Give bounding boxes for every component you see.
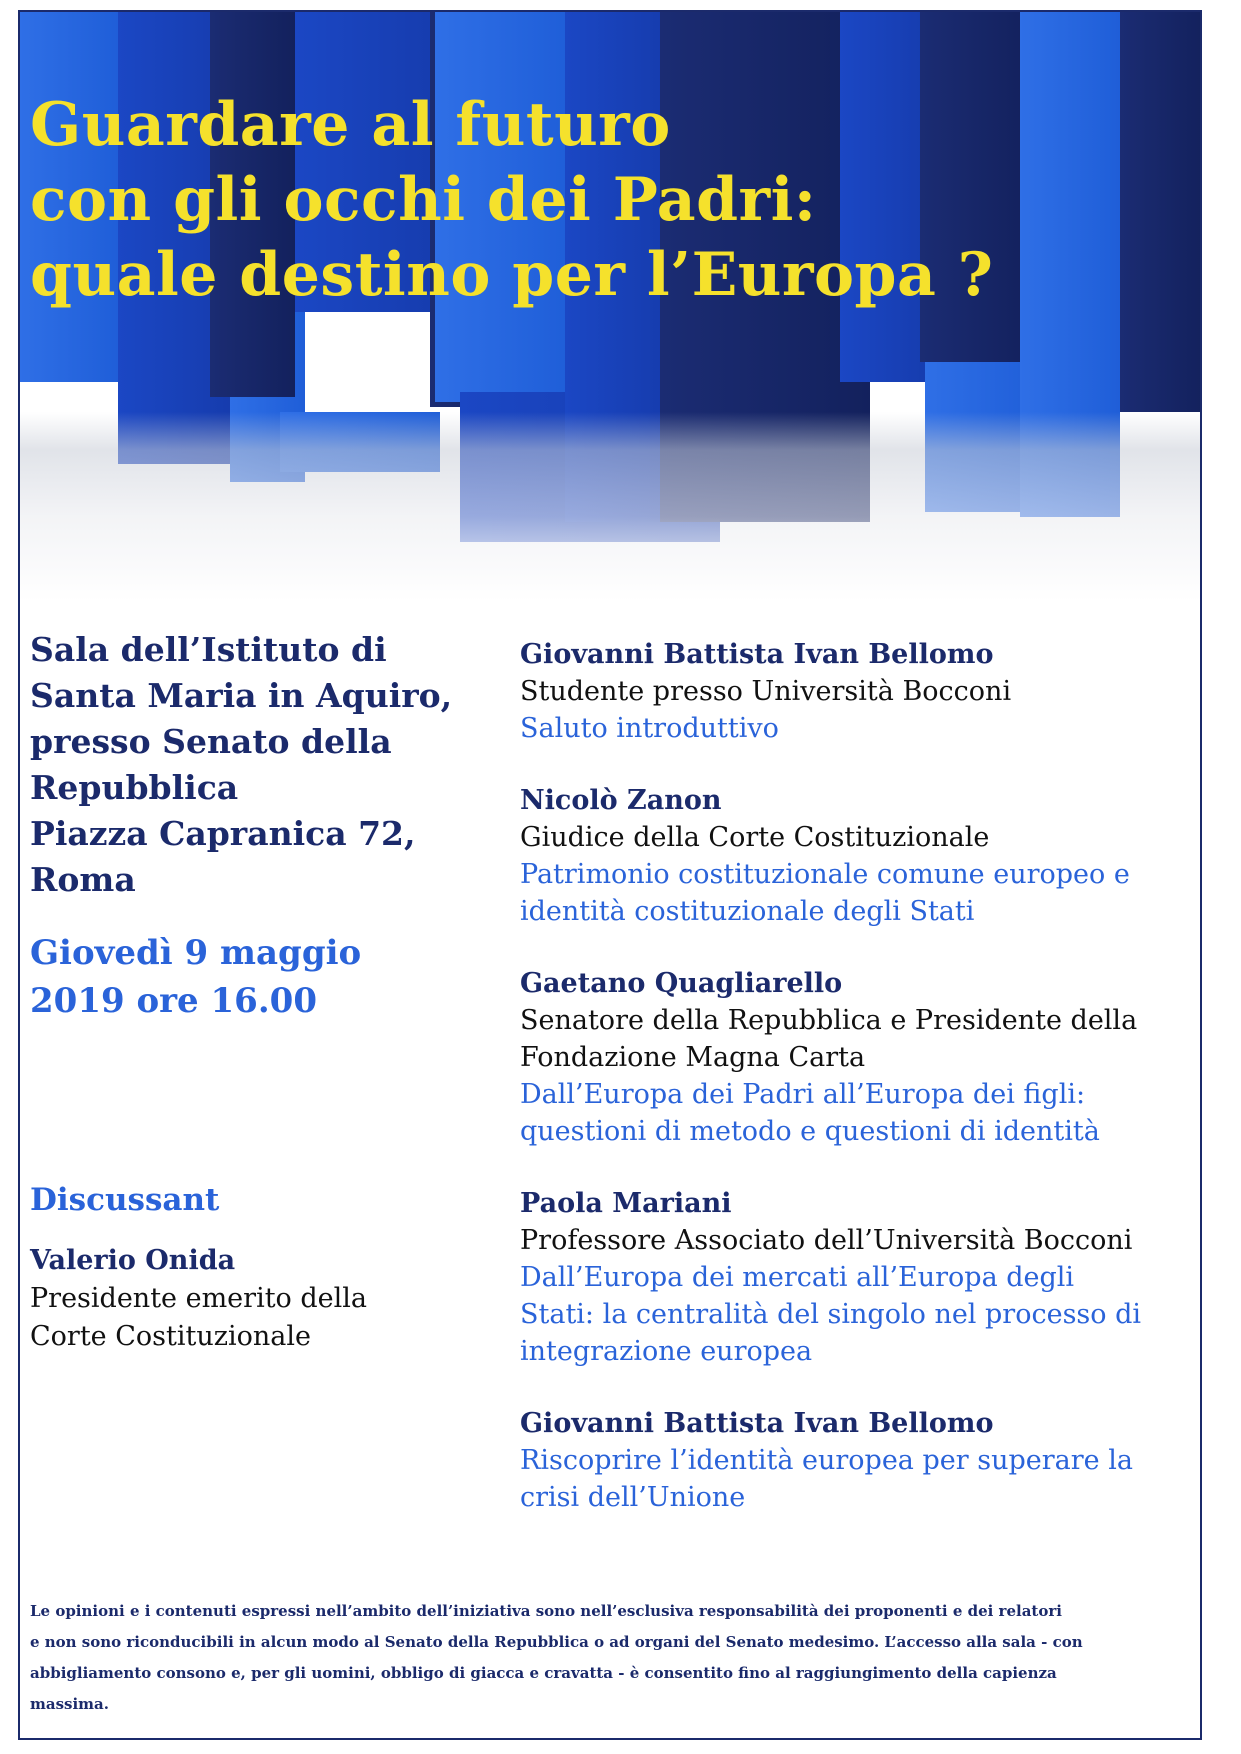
date-line: Giovedì 9 maggio bbox=[30, 933, 362, 973]
discussant-heading: Discussant bbox=[30, 1182, 220, 1218]
speaker-talk-line: integrazione europea bbox=[520, 1336, 813, 1367]
venue-line: presso Senato della bbox=[30, 722, 392, 761]
disclaimer-line: abbigliamento consono e, per gli uomini, obbligo di giacca e cravatta - è consentito fino al raggiungimento della capienza bbox=[30, 1664, 1057, 1682]
speaker-name: Giovanni Battista Ivan Bellomo bbox=[520, 1408, 994, 1439]
speakers-list bbox=[520, 636, 1200, 1551]
title-line: quale destino per l’Europa ? bbox=[30, 240, 994, 310]
speaker-entry bbox=[520, 965, 1200, 1150]
speaker-talk-line: questioni di metodo e questioni di identità bbox=[520, 1116, 1100, 1147]
speaker-role bbox=[520, 1222, 1200, 1259]
speaker-talk-line: Dall’Europa dei Padri all’Europa dei figli: bbox=[520, 1079, 1086, 1110]
disclaimer bbox=[30, 1596, 1190, 1720]
speaker-talk-line: Riscoprire l’identità europea per superare la bbox=[520, 1445, 1133, 1476]
date-line: 2019 ore 16.00 bbox=[30, 981, 317, 1021]
event-date bbox=[30, 929, 500, 1025]
speaker-role-line: Studente presso Università Bocconi bbox=[520, 676, 1012, 707]
banner-bar bbox=[1020, 12, 1120, 517]
speaker-role bbox=[520, 819, 1200, 856]
poster-frame bbox=[18, 10, 1202, 1740]
speaker-name: Giovanni Battista Ivan Bellomo bbox=[520, 639, 994, 670]
speaker-role-line: Professore Associato dell’Università Bocconi bbox=[520, 1225, 1133, 1256]
discussant-role-line: Corte Costituzionale bbox=[30, 1321, 311, 1352]
speaker-talk bbox=[520, 1076, 1200, 1150]
banner-bar bbox=[1120, 12, 1202, 412]
decorative-bars-banner bbox=[20, 12, 1200, 592]
disclaimer-line: massima. bbox=[30, 1695, 109, 1713]
speaker-entry bbox=[520, 636, 1200, 747]
title-line: Guardare al futuro bbox=[30, 90, 671, 160]
speaker-role bbox=[520, 1002, 1200, 1076]
speaker-talk-line: identità costituzionale degli Stati bbox=[520, 896, 975, 927]
event-details bbox=[30, 627, 500, 1025]
speaker-talk bbox=[520, 1259, 1200, 1370]
speaker-role bbox=[520, 673, 1200, 710]
speaker-entry bbox=[520, 782, 1200, 930]
speaker-talk-line: Stati: la centralità del singolo nel processo di bbox=[520, 1299, 1142, 1330]
speaker-role-line: Fondazione Magna Carta bbox=[520, 1042, 866, 1073]
speaker-entry bbox=[520, 1185, 1200, 1370]
discussant-role bbox=[30, 1280, 367, 1356]
speaker-name: Gaetano Quagliarello bbox=[520, 968, 843, 999]
speaker-talk-line: Saluto introduttivo bbox=[520, 713, 779, 744]
poster-title bbox=[30, 88, 993, 313]
speaker-talk-line: Dall’Europa dei mercati all’Europa degli bbox=[520, 1262, 1075, 1293]
disclaimer-line: e non sono riconducibili in alcun modo al Senato della Repubblica o ad organi del Senato medesimo. L’accesso alla sala - con bbox=[30, 1633, 1083, 1651]
discussant-name: Valerio Onida bbox=[30, 1245, 236, 1276]
speaker-talk bbox=[520, 1442, 1200, 1516]
speaker-talk-line: Patrimonio costituzionale comune europeo e bbox=[520, 859, 1130, 890]
venue-line: Sala dell’Istituto di bbox=[30, 630, 387, 669]
speaker-entry bbox=[520, 1405, 1200, 1516]
speaker-role-line: Senatore della Repubblica e Presidente della bbox=[520, 1005, 1138, 1036]
venue-line: Santa Maria in Aquiro, bbox=[30, 676, 453, 715]
venue-line: Roma bbox=[30, 860, 136, 899]
speaker-name: Nicolò Zanon bbox=[520, 785, 722, 816]
speaker-role-line: Giudice della Corte Costituzionale bbox=[520, 822, 990, 853]
title-line: con gli occhi dei Padri: bbox=[30, 165, 817, 235]
venue-line: Piazza Capranica 72, bbox=[30, 814, 416, 853]
speaker-name: Paola Mariani bbox=[520, 1188, 732, 1219]
discussant-role-line: Presidente emerito della bbox=[30, 1283, 368, 1314]
speaker-talk bbox=[520, 710, 1200, 747]
disclaimer-line: Le opinioni e i contenuti espressi nell’ambito dell’iniziativa sono nell’esclusiva responsabilità dei proponenti e dei relatori bbox=[30, 1602, 1062, 1620]
venue-line: Repubblica bbox=[30, 768, 239, 807]
venue bbox=[30, 627, 500, 903]
speaker-talk bbox=[520, 856, 1200, 930]
speaker-talk-line: crisi dell’Unione bbox=[520, 1482, 746, 1513]
